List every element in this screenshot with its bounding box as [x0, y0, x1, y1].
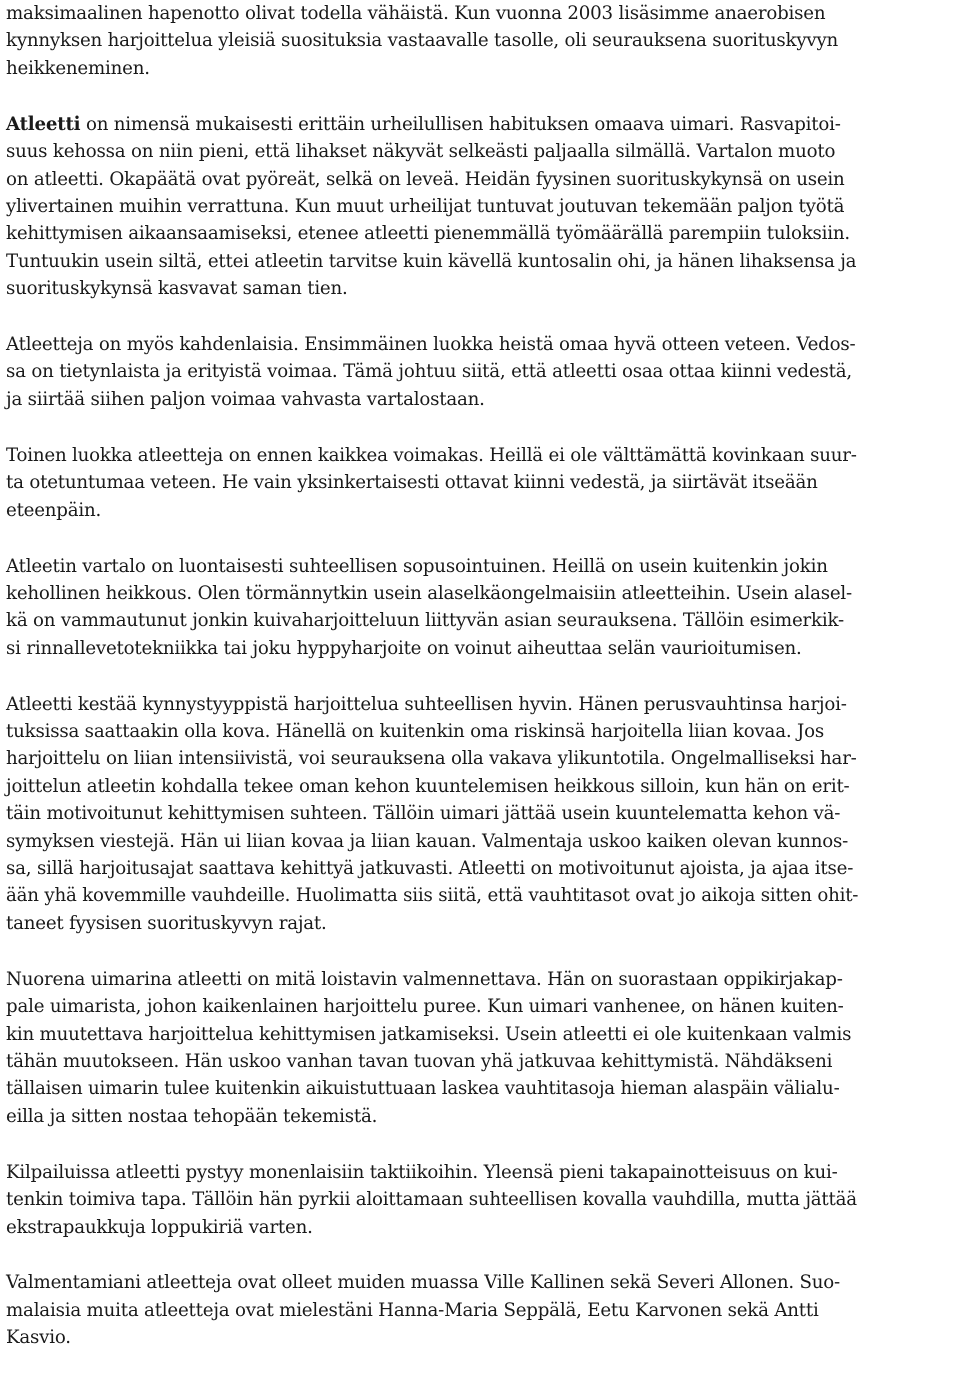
paragraph-competition-tactics: Kilpailuissa atleetti pystyy monenlaisiin taktiikoihin. Yleensä pieni takapainotteisuus on kui- tenkin toimiva tapa. Tällöin hän pyrkii aloittamaan suhteellisen kovalla vauhdilla, mutta jättää ekstrapaukkuja loppukiriä varten.	[6, 1161, 857, 1238]
paragraph-example-athletes: Valmentamiani atleetteja ovat olleet muiden muassa Ville Kallinen sekä Severi Allonen. Suo- malaisia muita atleetteja ovat mielestäni Hanna-Maria Seppälä, Eetu Karvonen sekä Antti Kasvio.	[6, 1272, 840, 1349]
term-atleetti: Atleetti	[6, 113, 81, 135]
paragraph-body-weakness: Atleetin vartalo on luontaisesti suhteellisen sopusointuinen. Heillä on usein kuitenkin jokin kehollinen heikkous. Olen törmännytkin usein alaselkäongelmaisiin atleetteihin. Usein alasel- kä on vammautunut jonkin kuivaharjoitteluun liittyvän asian seurauksena. Tällöin esimerkik- si rinnallevetotekniikka tai joku hyppyharjoite on voinut aiheuttaa selän vaurioitumisen.	[6, 555, 852, 659]
paragraph-young-swimmer: Nuorena uimarina atleetti on mitä loistavin valmennettava. Hän on suorastaan oppikirjakap- pale uimarista, johon kaikenlainen harjoittelu puree. Kun uimari vanhenee, on hänen kuiten- kin muutettava harjoittelua kehittymisen jatkamiseksi. Usein atleetti ei ole kuitenkaan valmis tähän muutokseen. Hän uskoo vanhan tavan tuovan yhä jatkuvaa kehittymistä. Nähdäkseni tällaisen uimarin tulee kuitenkin aikuistuttuaan laskea vauhtitasoja hieman alaspäin välialu- eilla ja sitten nostaa tehopään tekemistä.	[6, 968, 852, 1127]
paragraph-atleetti-body: on nimensä mukaisesti erittäin urheilullisen habituksen omaava uimari. Rasvapitoi- suus kehossa on niin pieni, että lihakset näkyvät selkeästi paljaalla silmällä. Vartalon muoto on atleetti. Okapäätä ovat pyöreät, selkä on leveä. Heidän fyysinen suorituskykynsä on usein ylivertainen muihin verrattuna. Kun muut urheilijat tuntuvat joutuvan tekemään paljon työtä kehittymisen aikaansaamiseksi, etenee atleetti pienemmällä työmäärällä parempiin tuloksiin. Tuntuukin usein siltä, ettei atleetin tarvitse kuin kävellä kuntosalin ohi, ja hänen lihaksensa ja suorituskykynsä kasvavat saman tien.	[6, 113, 857, 300]
paragraph-two-types: Atleetteja on myös kahdenlaisia. Ensimmäinen luokka heistä omaa hyvä otteen veteen. Vedos- sa on tietynlaista ja erityistä voimaa. Tämä johtuu siitä, että atleetti osaa ottaa kiinni vedestä, ja siirtää siihen paljon voimaa vahvasta vartalostaan.	[6, 334, 856, 410]
paragraph-training-risk: Atleetti kestää kynnystyyppistä harjoittelua suhteellisen hyvin. Hänen perusvauhtinsa harjoi- tuksissa saattaakin olla kova. Hänellä on kuitenkin oma riskinsä harjoitella liian kovaa. Jos harjoittelu on liian intensiivistä, voi seurauksena olla vakava ylikuntotila. Ongelmalliseksi har- joittelun atleetin kohdalla tekee oman kehon kuuntelemisen heikkous silloin, kun hän on erit- täin motivoitunut kehittymisen suhteen. Tällöin uimari jättää usein kuuntelematta kehon vä- symyksen viestejä. Hän ui liian kovaa ja liian kauan. Valmentaja uskoo kaiken olevan kunnos- sa, sillä harjoitusajat saattava kehittyä jatkuvasti. Atleetti on motivoitunut ajoista, ja ajaa itse- ään yhä kovemmille vauhdeille. Huolimatta siis siitä, että vauhtitasot ovat jo aikoja sitten ohit- taneet fyysisen suorituskyvyn rajat.	[6, 693, 859, 934]
paragraph-second-type: Toinen luokka atleetteja on ennen kaikkea voimakas. Heillä ei ole välttämättä kovinkaan suur- ta otetuntumaa veteen. He vain yksinkertaisesti ottavat kiinni vedestä, ja siirtävät itseään eteenpäin.	[6, 444, 857, 521]
paragraph-intro-continuation: maksimaalinen hapenotto olivat todella vähäistä. Kun vuonna 2003 lisäsimme anaerobisen kynnyksen harjoittelua yleisiä suosituksia vastaavalle tasolle, oli seurauksena suorituskyvyn heikkeneminen.	[6, 3, 839, 79]
document-page	[6, 0, 956, 1380]
paragraph-atleetti-description	[6, 111, 956, 303]
